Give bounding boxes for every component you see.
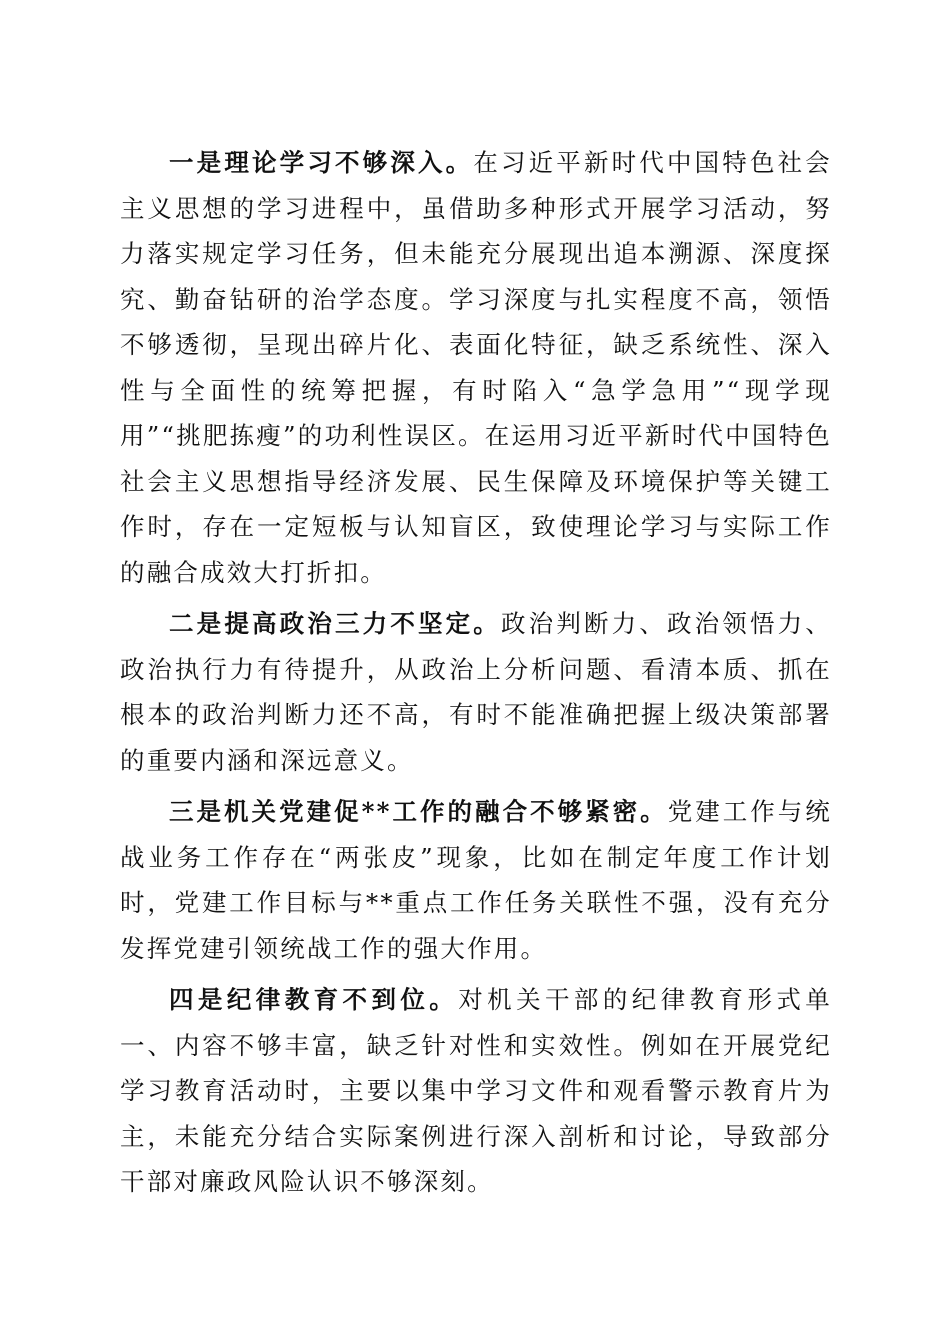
paragraph-body: 政治判断力、政治领悟力、政治执行力有待提升，从政治上分析问题、看清本质、抓在根本的政治判断力还不高，有时不能准确把握上级决策部署的重要内涵和深远意义。 (120, 609, 832, 775)
paragraph-body: 党建工作与统战业务工作存在“两张皮”现象，比如在制定年度工作计划时，党建工作目标与**重点工作任务关联性不强，没有充分发挥党建引领统战工作的强大作用。 (120, 797, 832, 963)
paragraph-lead: 四是纪律教育不到位。 (169, 985, 459, 1014)
paragraph-political-ability (120, 601, 832, 783)
paragraph-lead: 一是理论学习不够深入。 (169, 148, 474, 177)
document-body (120, 140, 832, 1211)
paragraph-lead: 三是机关党建促**工作的融合不够紧密。 (169, 797, 668, 826)
paragraph-theory-study (120, 140, 832, 595)
paragraph-body: 在习近平新时代中国特色社会主义思想的学习进程中，虽借助多种形式开展学习活动，努力落实规定学习任务，但未能充分展现出追本溯源、深度探究、勤奋钻研的治学态度。学习深度与扎实程度不高，领悟不够透彻，呈现出碎片化、表面化特征，缺乏系统性、深入性与全面性的统筹把握，有时陷入“急学急用”“现学现用”“挑肥拣瘦”的功利性误区。在运用习近平新时代中国特色社会主义思想指导经济发展、民生保障及环境保护等关键工作时，存在一定短板与认知盲区，致使理论学习与实际工作的融合成效大打折扣。 (120, 148, 832, 587)
paragraph-body: 对机关干部的纪律教育形式单一、内容不够丰富，缺乏针对性和实效性。例如在开展党纪学习教育活动时，主要以集中学习文件和观看警示教育片为主，未能充分结合实际案例进行深入剖析和讨论，导致部分干部对廉政风险认识不够深刻。 (120, 985, 833, 1196)
paragraph-lead: 二是提高政治三力不坚定。 (169, 609, 501, 638)
paragraph-discipline-education (120, 977, 832, 1205)
paragraph-party-building (120, 789, 832, 971)
